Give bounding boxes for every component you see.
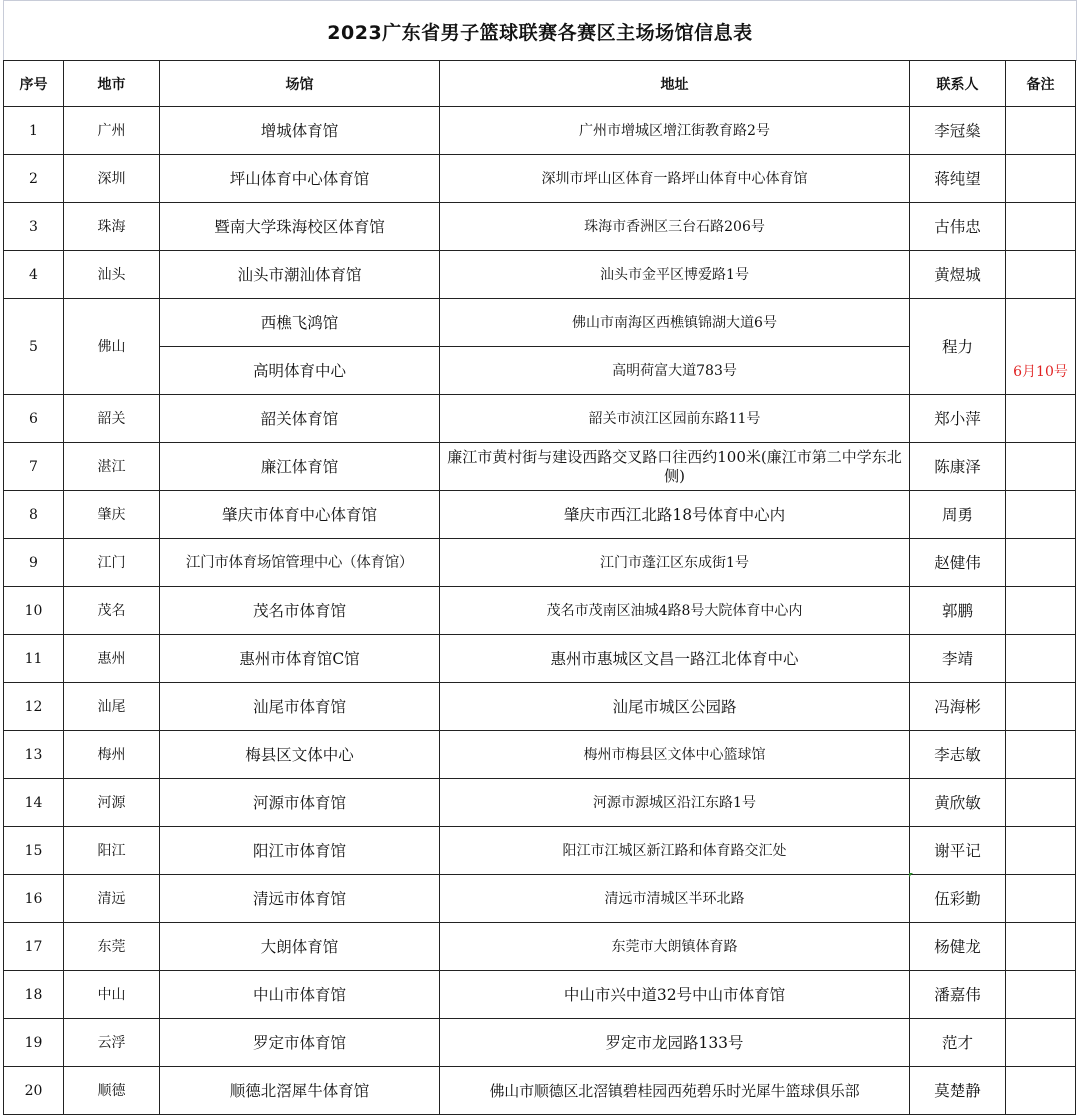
cell-city: 云浮 (64, 1019, 160, 1067)
cell-venue: 坪山体育中心体育馆 (160, 155, 440, 203)
cell-seq: 13 (4, 731, 64, 779)
cell-address: 佛山市顺德区北滘镇碧桂园西苑碧乐时光犀牛篮球俱乐部 (440, 1067, 910, 1115)
table-row (4, 587, 1076, 635)
cell-seq: 18 (4, 971, 64, 1019)
cell-note (1006, 155, 1076, 203)
cell-city: 河源 (64, 779, 160, 827)
cell-venue: 顺德北滘犀牛体育馆 (160, 1067, 440, 1115)
cell-note (1006, 395, 1076, 443)
table-row (4, 923, 1076, 971)
cell-seq: 12 (4, 683, 64, 731)
cell-note (1006, 779, 1076, 827)
cell-address: 阳江市江城区新江路和体育路交汇处 (440, 827, 910, 875)
table-row (4, 299, 1076, 347)
table-row (4, 539, 1076, 587)
cell-contact: 伍彩勤 (910, 875, 1006, 923)
cell-venue: 中山市体育馆 (160, 971, 440, 1019)
cell-contact: 黄煜城 (910, 251, 1006, 299)
cell-contact: 莫楚静 (910, 1067, 1006, 1115)
table-row (4, 635, 1076, 683)
cell-city: 深圳 (64, 155, 160, 203)
header-contact: 联系人 (910, 61, 1006, 107)
cell-note (1006, 731, 1076, 779)
cell-seq: 8 (4, 491, 64, 539)
table-row (4, 395, 1076, 443)
cell-city: 佛山 (64, 299, 160, 395)
cell-address: 深圳市坪山区体育一路坪山体育中心体育馆 (440, 155, 910, 203)
table-row (4, 731, 1076, 779)
cell-seq: 20 (4, 1067, 64, 1115)
cell-venue: 汕头市潮汕体育馆 (160, 251, 440, 299)
cell-venue: 惠州市体育馆C馆 (160, 635, 440, 683)
cell-seq: 15 (4, 827, 64, 875)
cell-seq: 4 (4, 251, 64, 299)
cell-seq: 19 (4, 1019, 64, 1067)
cell-city: 惠州 (64, 635, 160, 683)
cell-city: 江门 (64, 539, 160, 587)
cell-venue: 江门市体育场馆管理中心（体育馆） (160, 539, 440, 587)
header-seq: 序号 (4, 61, 64, 107)
table-row (4, 443, 1076, 491)
cell-city: 汕头 (64, 251, 160, 299)
table-row (4, 491, 1076, 539)
cell-venue: 韶关体育馆 (160, 395, 440, 443)
cell-contact: 李志敏 (910, 731, 1006, 779)
cell-venue: 大朗体育馆 (160, 923, 440, 971)
cell-note (1006, 1019, 1076, 1067)
cell-note (1006, 587, 1076, 635)
cell-note (1006, 683, 1076, 731)
cell-address: 河源市源城区沿江东路1号 (440, 779, 910, 827)
cell-address: 佛山市南海区西樵镇锦湖大道6号 (440, 299, 910, 347)
cell-note (1006, 875, 1076, 923)
table-title: 2023广东省男子篮球联赛各赛区主场场馆信息表 (3, 0, 1077, 61)
cell-contact: 潘嘉伟 (910, 971, 1006, 1019)
cell-venue: 暨南大学珠海校区体育馆 (160, 203, 440, 251)
table-row (4, 203, 1076, 251)
table-row (4, 1019, 1076, 1067)
cell-venue: 西樵飞鸿馆 (160, 299, 440, 347)
cell-contact: 陈康泽 (910, 443, 1006, 491)
cell-venue: 阳江市体育馆 (160, 827, 440, 875)
cell-venue: 河源市体育馆 (160, 779, 440, 827)
cell-seq: 17 (4, 923, 64, 971)
cell-note (1006, 635, 1076, 683)
cell-note (1006, 1067, 1076, 1115)
cell-note (1006, 923, 1076, 971)
cell-contact: 蒋纯望 (910, 155, 1006, 203)
cell-note (1006, 443, 1076, 491)
cell-seq: 6 (4, 395, 64, 443)
table-row (4, 971, 1076, 1019)
cell-note (1006, 203, 1076, 251)
cell-city: 清远 (64, 875, 160, 923)
cell-contact: 李靖 (910, 635, 1006, 683)
cell-address: 梅州市梅县区文体中心篮球馆 (440, 731, 910, 779)
cell-address: 茂名市茂南区油城4路8号大院体育中心内 (440, 587, 910, 635)
cell-venue: 高明体育中心 (160, 347, 440, 395)
table-row (4, 683, 1076, 731)
cell-note: 6月10号 (1006, 299, 1076, 395)
cell-note (1006, 107, 1076, 155)
cell-venue: 清远市体育馆 (160, 875, 440, 923)
cell-note (1006, 539, 1076, 587)
cell-venue: 梅县区文体中心 (160, 731, 440, 779)
cell-address: 高明荷富大道783号 (440, 347, 910, 395)
cell-city: 东莞 (64, 923, 160, 971)
cell-note (1006, 251, 1076, 299)
cell-address: 江门市蓬江区东成街1号 (440, 539, 910, 587)
cell-contact: 赵健伟 (910, 539, 1006, 587)
cell-city: 茂名 (64, 587, 160, 635)
table-row (4, 155, 1076, 203)
cell-city: 肇庆 (64, 491, 160, 539)
table-row (4, 827, 1076, 875)
cell-seq: 3 (4, 203, 64, 251)
cell-seq: 5 (4, 299, 64, 395)
cell-city: 汕尾 (64, 683, 160, 731)
header-address: 地址 (440, 61, 910, 107)
cell-address: 清远市清城区半环北路 (440, 875, 910, 923)
cell-note (1006, 491, 1076, 539)
cell-address: 汕头市金平区博爱路1号 (440, 251, 910, 299)
cell-venue: 廉江体育馆 (160, 443, 440, 491)
cell-address: 惠州市惠城区文昌一路江北体育中心 (440, 635, 910, 683)
cell-comment-marker (909, 873, 913, 877)
cell-seq: 2 (4, 155, 64, 203)
cell-address: 珠海市香洲区三台石路206号 (440, 203, 910, 251)
table-row (4, 107, 1076, 155)
cell-city: 阳江 (64, 827, 160, 875)
cell-seq: 16 (4, 875, 64, 923)
cell-address: 中山市兴中道32号中山市体育馆 (440, 971, 910, 1019)
header-note: 备注 (1006, 61, 1076, 107)
cell-contact: 古伟忠 (910, 203, 1006, 251)
cell-seq: 11 (4, 635, 64, 683)
cell-city: 顺德 (64, 1067, 160, 1115)
cell-venue: 增城体育馆 (160, 107, 440, 155)
venue-table (3, 60, 1076, 1115)
table-row (4, 1067, 1076, 1115)
cell-venue: 汕尾市体育馆 (160, 683, 440, 731)
cell-seq: 9 (4, 539, 64, 587)
cell-address: 廉江市黄村街与建设西路交叉路口往西约100米(廉江市第二中学东北侧) (440, 443, 910, 491)
cell-contact: 杨健龙 (910, 923, 1006, 971)
cell-seq: 7 (4, 443, 64, 491)
cell-contact: 谢平记 (910, 827, 1006, 875)
header-row (4, 61, 1076, 107)
cell-contact: 郭鹏 (910, 587, 1006, 635)
cell-seq: 1 (4, 107, 64, 155)
cell-address: 广州市增城区增江街教育路2号 (440, 107, 910, 155)
cell-contact: 黄欣敏 (910, 779, 1006, 827)
cell-city: 中山 (64, 971, 160, 1019)
cell-address: 肇庆市西江北路18号体育中心内 (440, 491, 910, 539)
cell-city: 韶关 (64, 395, 160, 443)
cell-note (1006, 827, 1076, 875)
cell-contact: 程力 (910, 299, 1006, 395)
cell-contact: 周勇 (910, 491, 1006, 539)
cell-city: 梅州 (64, 731, 160, 779)
cell-note (1006, 971, 1076, 1019)
header-venue: 场馆 (160, 61, 440, 107)
cell-address: 罗定市龙园路133号 (440, 1019, 910, 1067)
table-row (4, 251, 1076, 299)
cell-city: 广州 (64, 107, 160, 155)
cell-contact: 冯海彬 (910, 683, 1006, 731)
header-city: 地市 (64, 61, 160, 107)
table-row (4, 875, 1076, 923)
cell-venue: 茂名市体育馆 (160, 587, 440, 635)
cell-address: 东莞市大朗镇体育路 (440, 923, 910, 971)
cell-city: 湛江 (64, 443, 160, 491)
cell-venue: 肇庆市体育中心体育馆 (160, 491, 440, 539)
cell-venue: 罗定市体育馆 (160, 1019, 440, 1067)
cell-contact: 郑小萍 (910, 395, 1006, 443)
cell-seq: 14 (4, 779, 64, 827)
cell-address: 汕尾市城区公园路 (440, 683, 910, 731)
table-row (4, 779, 1076, 827)
cell-address: 韶关市浈江区园前东路11号 (440, 395, 910, 443)
cell-seq: 10 (4, 587, 64, 635)
cell-contact: 范才 (910, 1019, 1006, 1067)
cell-contact: 李冠燊 (910, 107, 1006, 155)
cell-city: 珠海 (64, 203, 160, 251)
